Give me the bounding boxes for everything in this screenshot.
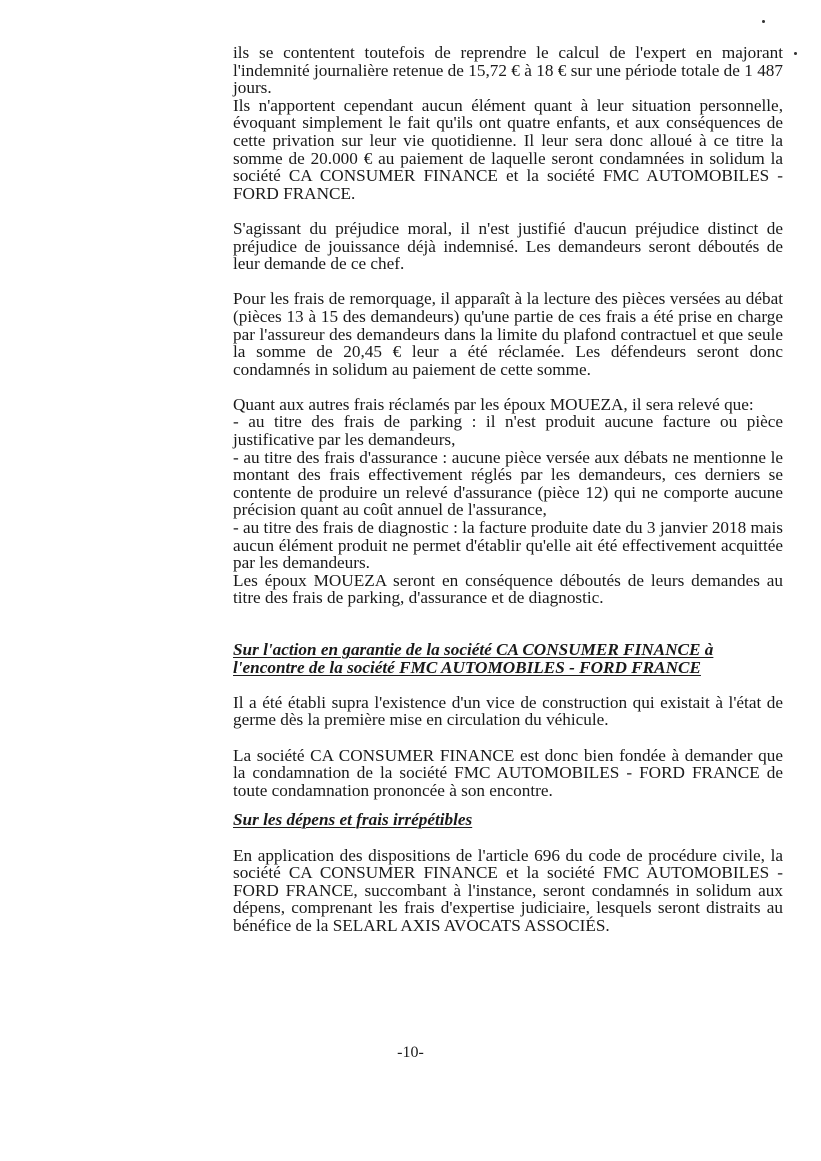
list-item-frais-assurance: - au titre des frais d'assurance : aucune pièce versée aux débats ne mentionne le montant des frais effectivement réglés par les demandeurs, ces derniers se contente de produire un relevé d'assurance (pièce 12) qui ne comporte aucune précision quant au coût annuel de l'assurance, <box>233 447 783 520</box>
paragraph-garantie-fondee: La société CA CONSUMER FINANCE est donc bien fondée à demander que la condamnation de la société FMC AUTOMOBILES - FORD FRANCE de toute condamnation prononcée à son encontre. <box>233 745 783 800</box>
spacer <box>233 676 783 694</box>
paragraph-indemnite-journaliere: ils se contentent toutefois de reprendre le calcul de l'expert en majorant l'indemnité journalière retenue de 15,72 € à 18 € sur une période totale de 1 487 jours. <box>233 43 783 98</box>
paragraph-deboutes-frais: Les époux MOUEZA seront en conséquence déboutés de leurs demandes au titre des frais de parking, d'assurance et de diagnostic. <box>233 570 783 608</box>
document-body <box>233 44 783 935</box>
page-number <box>0 1044 821 1062</box>
scan-mark <box>762 20 765 23</box>
section-heading-depens: Sur les dépens et frais irrépétibles <box>233 810 473 830</box>
paragraph-prejudice-moral: S'agissant du préjudice moral, il n'est justifié d'aucun préjudice distinct de préjudice de jouissance déjà indemnisé. Les demandeurs seront déboutés de leur demande de ce chef. <box>233 218 783 274</box>
paragraph-vice-construction: Il a été établi supra l'existence d'un vice de construction qui existait à l'état de germe dès la première mise en circulation du véhicule. <box>233 692 783 730</box>
paragraph-prejudice-jouissance: Ils n'apportent cependant aucun élément quant à leur situation personnelle, évoquant simplement le fait qu'ils ont quatre enfants, et aux conséquences de cette privation sur leur vie quotidienne. Il leur sera donc alloué à ce titre la somme de 20.000 € au paiement de laquelle seront condamnées in solidum la société CA CONSUMER FINANCE et la société FMC AUTOMOBILES - FORD FRANCE. <box>233 95 783 203</box>
list-item-frais-parking: - au titre des frais de parking : il n'est produit aucune facture ou pièce justificative par les demandeurs, <box>233 412 783 450</box>
spacer <box>233 378 783 396</box>
spacer <box>233 202 783 220</box>
spacer <box>233 607 783 641</box>
section-heading-action-garantie: Sur l'action en garantie de la société CA CONSUMER FINANCE à l'encontre de la société FMC AUTOMOBILES - FORD FRANCE <box>233 640 714 677</box>
paragraph-depens: En application des dispositions de l'article 696 du code de procédure civile, la société CA CONSUMER FINANCE et la société FMC AUTOMOBILES - FORD FRANCE, succombant à l'instance, seront condamnés in solidum aux dépens, comprenant les frais d'expertise judiciaire, lesquels seront distraits au bénéfice de la SELARL AXIS AVOCATS ASSOCIÉS. <box>233 845 783 935</box>
spacer <box>233 273 783 291</box>
paragraph-frais-remorquage: Pour les frais de remorquage, il apparaît à la lecture des pièces versées au débat (pièces 13 à 15 des demandeurs) qu'une partie de ces frais a été prise en charge par l'assureur des demandeurs dans la limite du plafond contractuel et que seule la somme de 20,45 € leur a été réclamée. Les défendeurs seront donc condamnés in solidum au paiement de cette somme. <box>233 289 783 379</box>
scan-mark <box>794 52 797 55</box>
list-item-frais-diagnostic: - au titre des frais de diagnostic : la facture produite date du 3 janvier 2018 mais aucun élément produit ne permet d'établir qu'elle ait été effectivement acquittée par les demandeurs. <box>233 518 783 573</box>
paragraph-autres-frais-intro: Quant aux autres frais réclamés par les époux MOUEZA, il sera relevé que: <box>233 394 754 414</box>
spacer <box>233 829 783 847</box>
page-number-label: -10- <box>397 1044 424 1061</box>
spacer <box>233 729 783 747</box>
